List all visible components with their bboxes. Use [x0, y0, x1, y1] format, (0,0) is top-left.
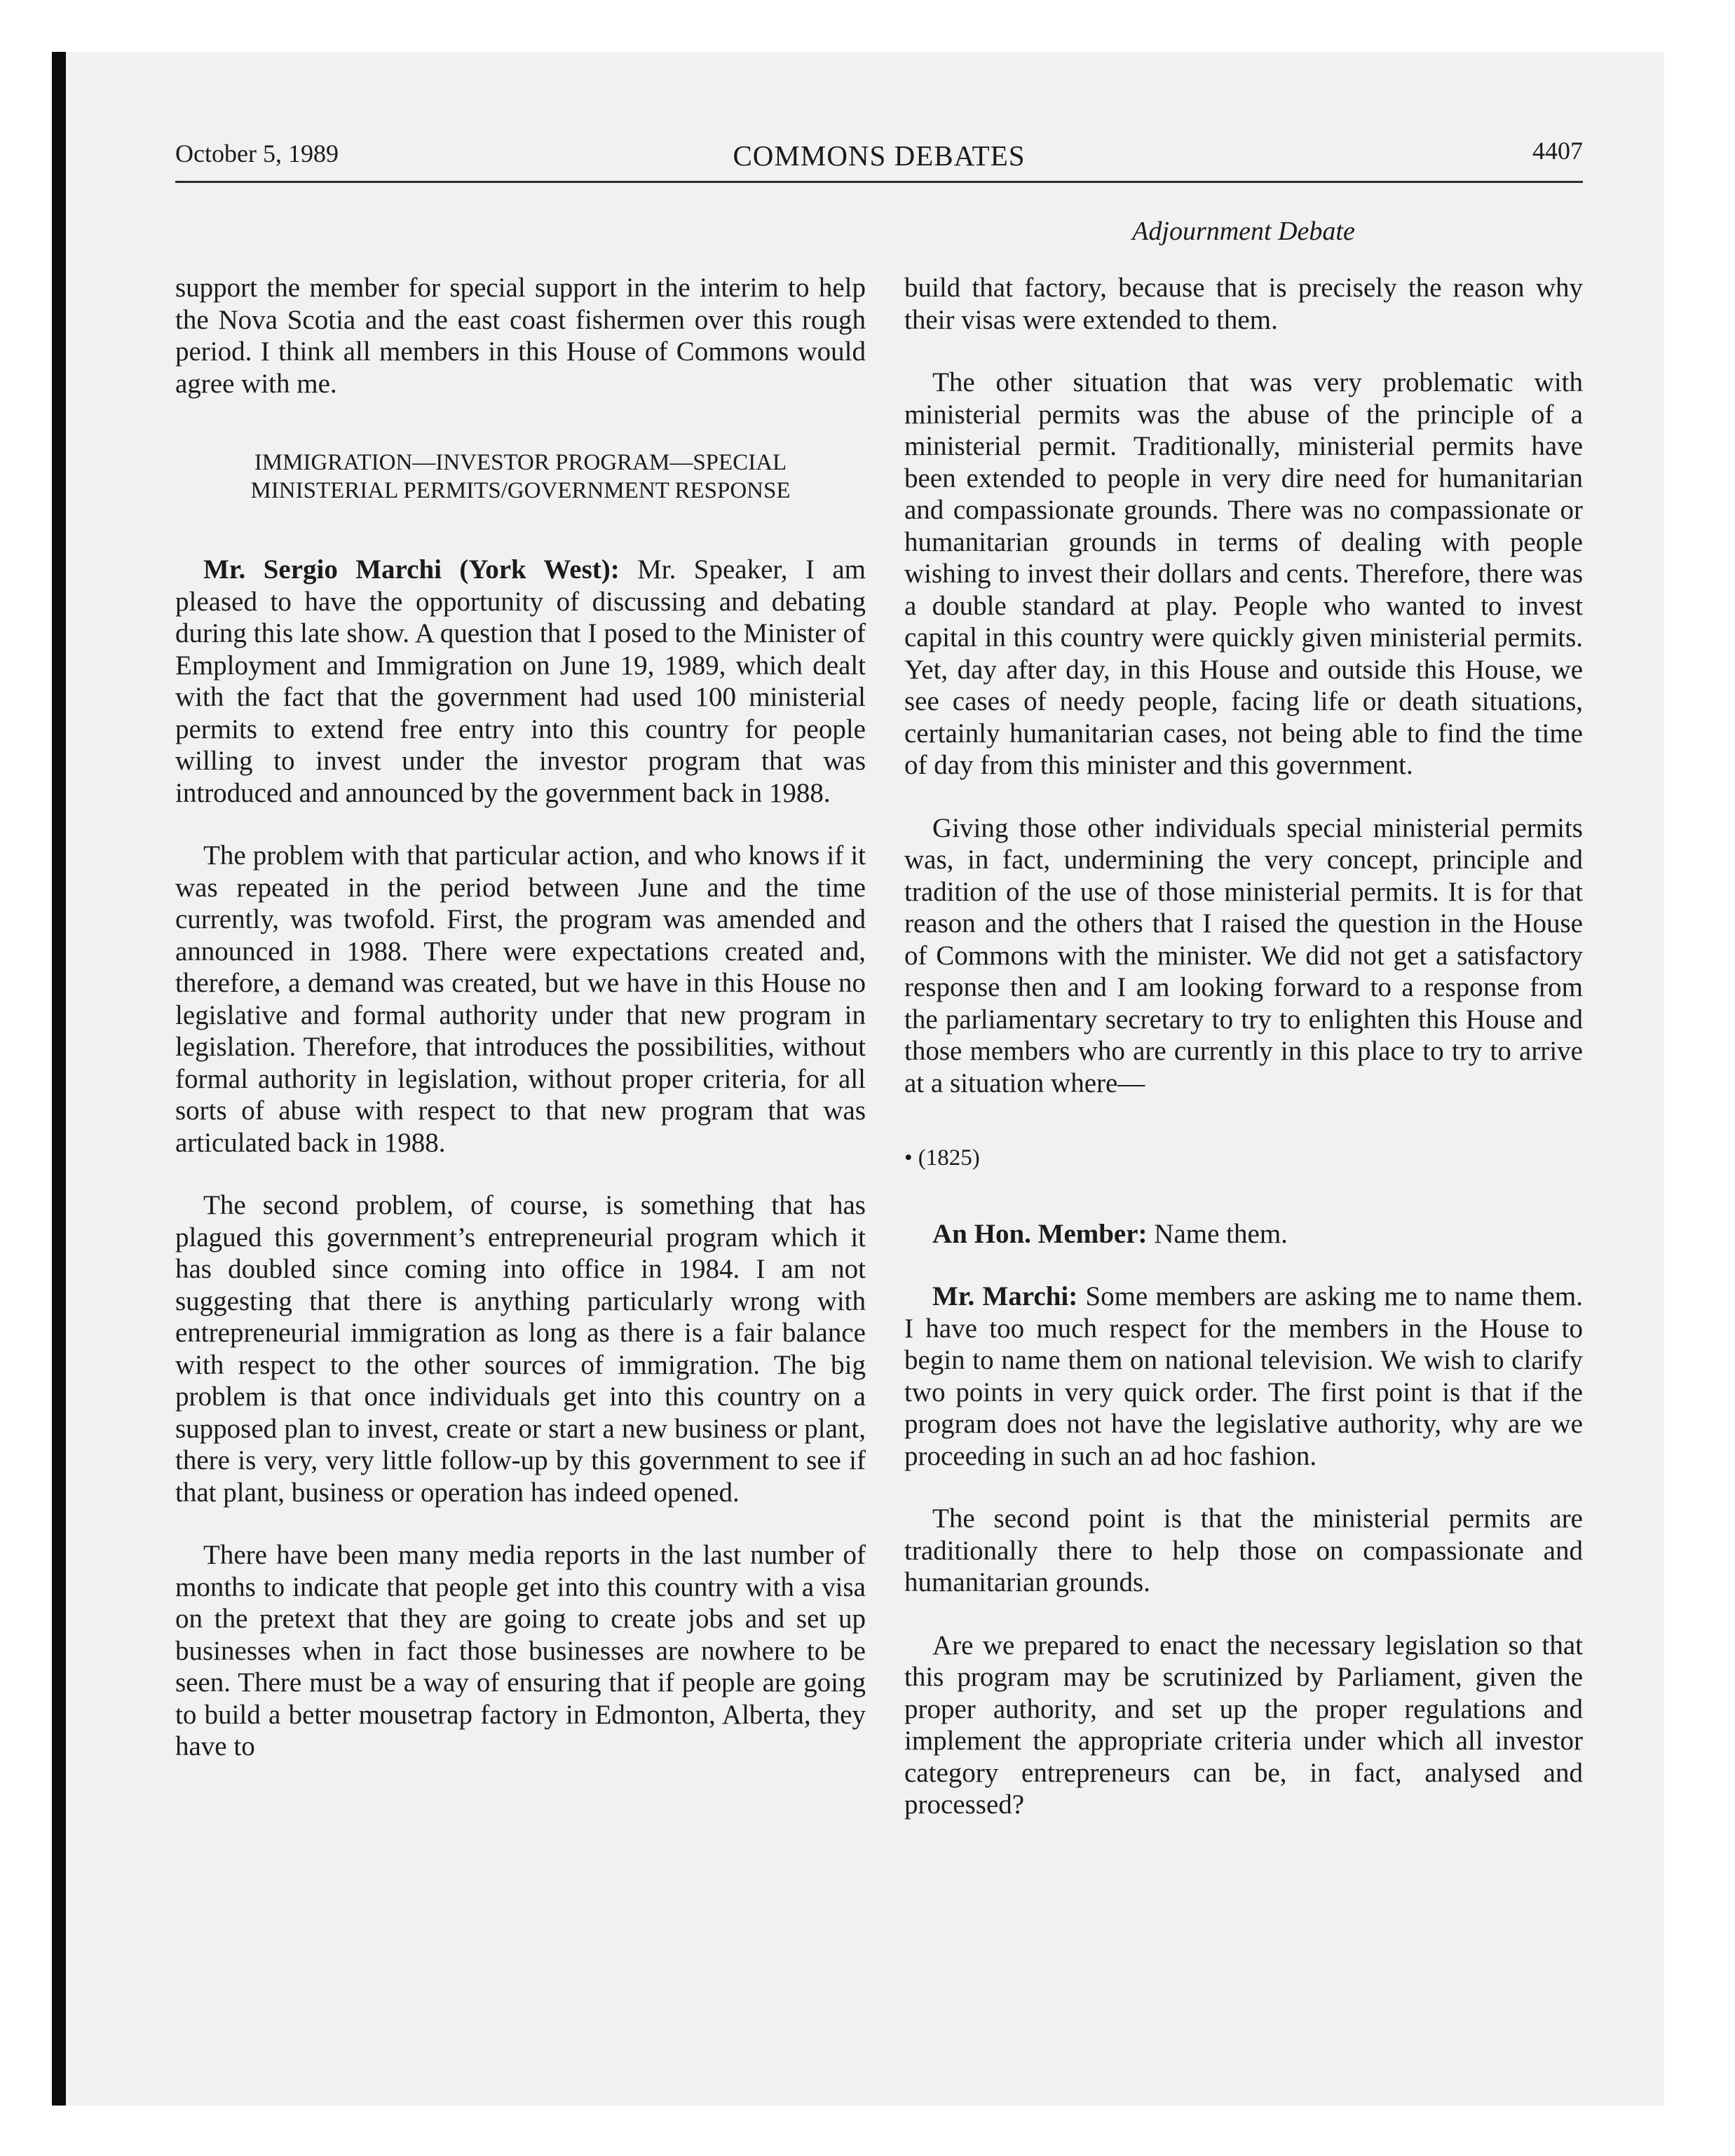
paragraph: The other situation that was very problematic with ministerial permits was the abuse of the principle of a ministerial permit. Traditionally, ministerial permits have been extended to people in very dire need for humanitarian and compassionate grounds. There was no compassionate or humanitarian grounds in terms of dealing with people wishing to invest their dollars and cents. Therefore, there was a double standard at play. People who wanted to invest capital in this country were quickly given ministerial permits. Yet, day after day, in this House and outside this House, we see cases of needy people, facing life or death situations, certainly humanitarian cases, not being able to find the time of day from this minister and this government.: [904, 367, 1583, 780]
paragraph: There have been many media reports in the last number of months to indicate that people get into this country with a visa on the pretext that they are going to create jobs and set up businesses when in fact those businesses are nowhere to be seen. There must be a way of ensuring that if people are going to build a better mousetrap factory in Edmonton, Alberta, they have to: [175, 1540, 866, 1761]
speaker-name: An Hon. Member:: [932, 1218, 1148, 1249]
header-page-number: 4407: [1532, 137, 1583, 165]
paragraph: The second point is that the ministerial permits are traditionally there to help those on compassionate and humanitarian grounds.: [904, 1503, 1583, 1597]
running-header: [175, 139, 1583, 181]
paragraph: build that factory, because that is precisely the reason why their visas were extended to them.: [904, 273, 1583, 335]
paragraph: support the member for special support in the interim to help the Nova Scotia and the east coast fishermen over this rough period. I think all members in this House of Commons would agree with me.: [175, 273, 866, 399]
left-column: [175, 272, 866, 1794]
right-column: [904, 272, 1583, 1852]
paragraph: [175, 554, 866, 809]
speaker-name: Mr. Marchi:: [932, 1281, 1078, 1311]
binding-edge: [52, 52, 66, 2106]
paragraph: Giving those other individuals special ministerial permits was, in fact, undermining the very concept, principle and tradition of the use of those ministerial permits. It is for that reason and the others that I raised the question in the House of Commons with the minister. We did not get a satisfactory response then and I am looking forward to a response from the parliamentary secretary to try to enlighten this House and those members who are currently in this place to try to arrive at a situation where—: [904, 812, 1583, 1098]
paragraph: [904, 1281, 1583, 1472]
header-date: October 5, 1989: [175, 139, 339, 168]
paragraph: The problem with that particular action, and who knows if it was repeated in the period between June and the time currently, was twofold. First, the program was amended and announced in 1988. There were expectations created and, therefore, a demand was created, but we have in this House no legislative and formal authority under that new program in legislation. Therefore, that introduces the possibilities, without formal authority in legislation, without proper criteria, for all sorts of abuse with respect to that new program that was articulated back in 1988.: [175, 840, 866, 1158]
speech-text: Mr. Speaker, I am pleased to have the opportunity of discussing and debating during this late show. A question that I posed to the Minister of Employment and Immigration on June 19, 1989, which dealt with the fact that the government had used 100 ministerial permits to extend free entry into this country for people willing to invest under the investor program that was introduced and announced by the government back in 1988.: [175, 554, 866, 808]
speech-text: Name them.: [1147, 1218, 1288, 1249]
speaker-name: Mr. Sergio Marchi (York West):: [203, 554, 620, 585]
paragraph: [904, 1218, 1583, 1250]
header-publication-title: COMMONS DEBATES: [733, 139, 1026, 172]
paragraph: The second problem, of course, is something that has plagued this government’s entrepreneurial program which it has doubled since coming into office in 1984. I am not suggesting that there is anything particularly wrong with entrepreneurial immigration as long as there is a fair balance with respect to the other sources of immigration. The big problem is that once individuals get into this country on a supposed plan to invest, create or start a new business or plant, there is very, very little follow-up by this government to see if that plant, business or operation has indeed opened.: [175, 1190, 866, 1508]
debate-headline: IMMIGRATION—INVESTOR PROGRAM—SPECIAL MINISTERIAL PERMITS/GOVERNMENT RESPONSE: [250, 450, 791, 503]
paragraph: Are we prepared to enact the necessary legislation so that this program may be scrutinized by Parliament, given the proper authority, and set up the proper regulations and implement the appropriate criteria under which all investor category entrepreneurs can be, in fact, analysed and processed?: [904, 1630, 1583, 1820]
time-marker: • (1825): [904, 1145, 980, 1171]
section-label: Adjournment Debate: [1132, 217, 1355, 246]
header-rule: [175, 181, 1583, 183]
speech-text: Some members are asking me to name them. I have too much respect for the members in the House to begin to name them on national television. We wish to clarify two points in very quick order. The first point is that if the program does not have the legislative authority, why are we proceeding in such an ad hoc fashion.: [904, 1281, 1584, 1471]
